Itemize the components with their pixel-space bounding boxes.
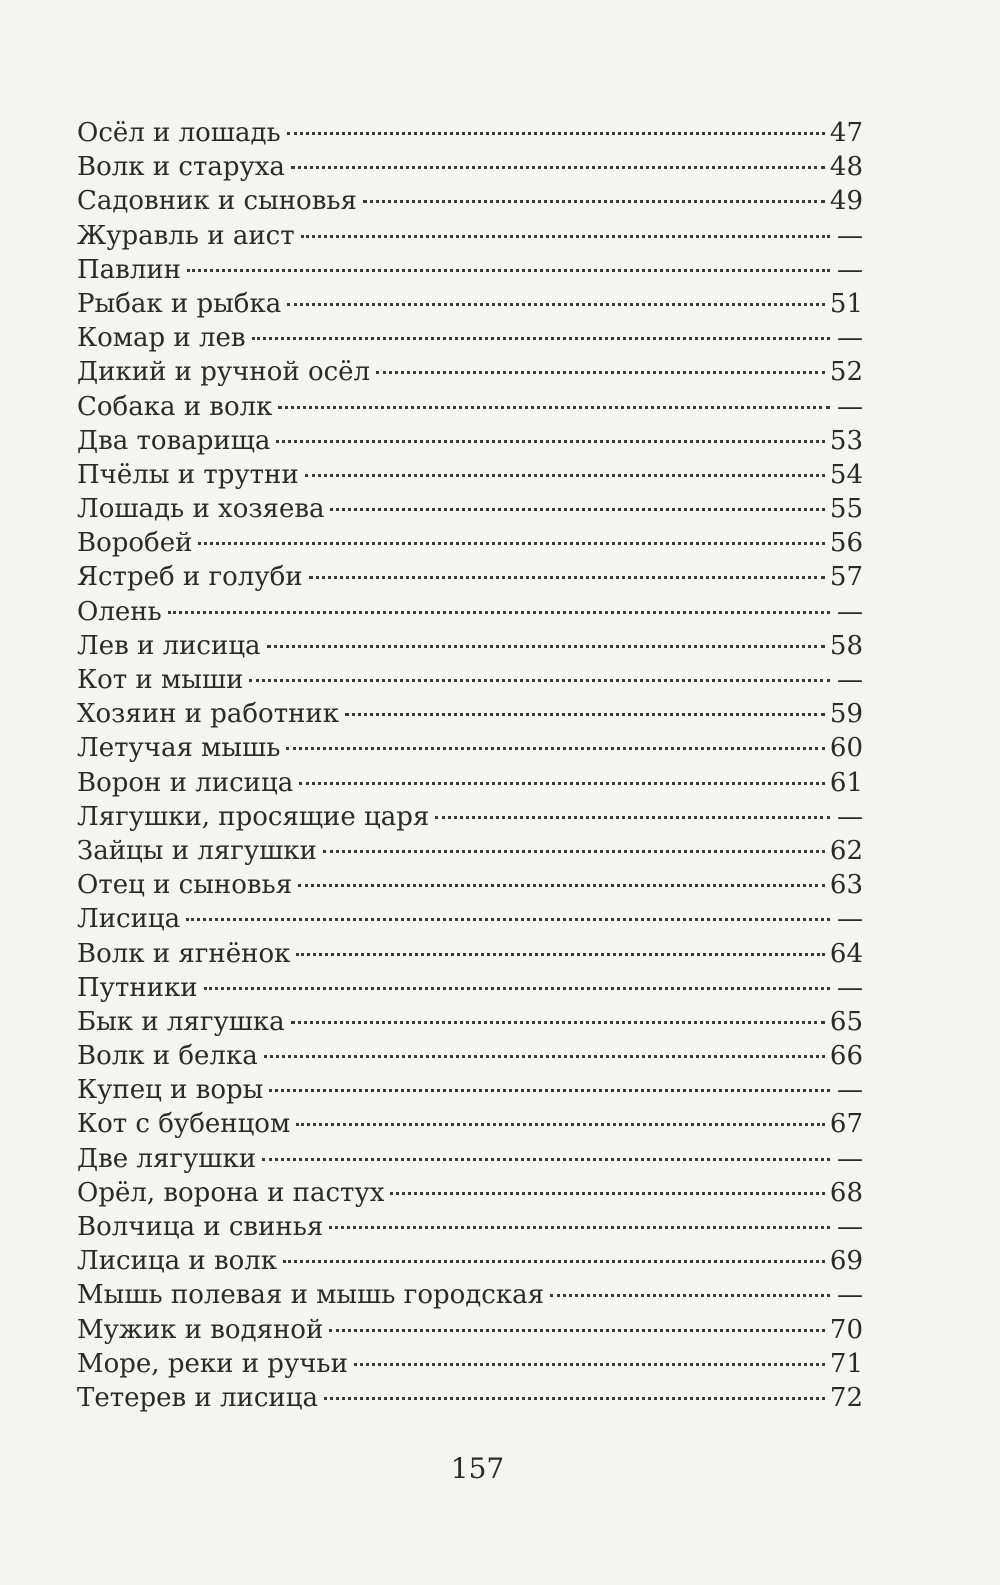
toc-entry bbox=[77, 629, 863, 663]
toc-entry-title: Садовник и сыновья bbox=[77, 186, 357, 217]
dot-leader bbox=[299, 782, 825, 785]
dot-leader bbox=[435, 816, 830, 819]
dot-leader bbox=[187, 269, 830, 272]
dot-leader bbox=[329, 1329, 825, 1332]
toc-entry-page: 54 bbox=[829, 459, 863, 490]
toc-entry-page: — bbox=[837, 323, 863, 354]
toc-entry-title: Воробей bbox=[77, 528, 193, 559]
toc-entry bbox=[77, 287, 863, 321]
toc-entry-page: 51 bbox=[829, 288, 863, 319]
toc-entry-title: Мышь полевая и мышь городская bbox=[77, 1280, 544, 1311]
dot-leader bbox=[376, 371, 825, 374]
toc-entry-title: Лев и лисица bbox=[77, 630, 261, 661]
toc-entry-title: Рыбак и рыбка bbox=[77, 288, 282, 319]
toc-entry-title: Отец и сыновья bbox=[77, 870, 293, 901]
dot-leader bbox=[287, 303, 825, 306]
toc-entry bbox=[77, 697, 863, 731]
toc-entry bbox=[77, 1142, 863, 1176]
toc-entry bbox=[77, 1381, 863, 1415]
toc-entry bbox=[77, 971, 863, 1005]
toc-entry-title: Волк и старуха bbox=[77, 152, 285, 183]
toc-entry bbox=[77, 937, 863, 971]
toc-entry-title: Орёл, ворона и пастух bbox=[77, 1177, 385, 1208]
toc-entry-page: — bbox=[837, 1143, 863, 1174]
toc-entry-page: — bbox=[837, 1280, 863, 1311]
toc-entry-page: 48 bbox=[829, 152, 863, 183]
dot-leader bbox=[296, 1123, 825, 1126]
toc-entry bbox=[77, 390, 863, 424]
toc-entry bbox=[77, 1005, 863, 1039]
toc-entry bbox=[77, 424, 863, 458]
toc-entry-title: Лягушки, просящие царя bbox=[77, 801, 430, 832]
toc-entry-title: Путники bbox=[77, 972, 198, 1003]
dot-leader bbox=[390, 1192, 825, 1195]
toc-entry-title: Два товарища bbox=[77, 425, 271, 456]
toc-entry bbox=[77, 834, 863, 868]
toc-entry-title: Лисица и волк bbox=[77, 1246, 278, 1277]
toc-entry-title: Павлин bbox=[77, 254, 181, 285]
toc-entry bbox=[77, 731, 863, 765]
dot-leader bbox=[296, 953, 825, 956]
toc-entry-page: 53 bbox=[829, 425, 863, 456]
toc-entry bbox=[77, 1313, 863, 1347]
dot-leader bbox=[287, 132, 825, 135]
toc-entry bbox=[77, 1107, 863, 1141]
toc-entry bbox=[77, 1176, 863, 1210]
dot-leader bbox=[354, 1363, 825, 1366]
dot-leader bbox=[330, 508, 824, 511]
toc-entry bbox=[77, 1244, 863, 1278]
toc-entry bbox=[77, 868, 863, 902]
toc-entry-page: 65 bbox=[829, 1006, 863, 1037]
toc-entry-page: 71 bbox=[829, 1348, 863, 1379]
dot-leader bbox=[305, 474, 825, 477]
toc-entry-title: Олень bbox=[77, 596, 162, 627]
toc-entry-title: Хозяин и работник bbox=[77, 699, 340, 730]
toc-entry-title: Волк и белка bbox=[77, 1041, 258, 1072]
toc-entry-title: Волк и ягнёнок bbox=[77, 938, 291, 969]
toc-entry bbox=[77, 321, 863, 355]
toc-entry-title: Журавль и аист bbox=[77, 220, 295, 251]
toc-entry-title: Лисица bbox=[77, 904, 181, 935]
toc-entry-page: 64 bbox=[829, 938, 863, 969]
toc-entry-title: Мужик и водяной bbox=[77, 1314, 324, 1345]
toc-entry-page: — bbox=[837, 1212, 863, 1242]
toc-entry-page: 49 bbox=[829, 186, 863, 217]
dot-leader bbox=[291, 1021, 825, 1024]
dot-leader bbox=[252, 337, 830, 340]
dot-leader bbox=[249, 679, 830, 682]
dot-leader bbox=[301, 235, 830, 238]
toc-entry-page: 72 bbox=[829, 1382, 863, 1413]
toc-entry-title: Пчёлы и трутни bbox=[77, 459, 299, 490]
toc-entry bbox=[77, 1039, 863, 1073]
toc-entry-page: 58 bbox=[829, 630, 863, 661]
toc-entry-page: 61 bbox=[829, 767, 863, 798]
toc-entry-title: Дикий и ручной осёл bbox=[77, 357, 371, 388]
toc-entry-title: Море, реки и ручьи bbox=[77, 1348, 348, 1379]
toc-entry bbox=[77, 526, 863, 560]
toc-entry-title: Собака и волк bbox=[77, 391, 273, 422]
toc-entry-page: — bbox=[837, 254, 863, 285]
toc-entry-title: Комар и лев bbox=[77, 323, 246, 354]
dot-leader bbox=[269, 1089, 830, 1092]
toc-entry-page: — bbox=[837, 665, 863, 695]
toc-entry bbox=[77, 1073, 863, 1107]
dot-leader bbox=[168, 611, 830, 614]
toc-entry-title: Тетерев и лисица bbox=[77, 1382, 318, 1413]
dot-leader bbox=[278, 406, 830, 409]
toc-entry bbox=[77, 800, 863, 834]
toc-entry-page: — bbox=[837, 904, 863, 935]
toc-entry bbox=[77, 458, 863, 492]
toc-entry bbox=[77, 116, 863, 150]
dot-leader bbox=[291, 166, 825, 169]
toc-entry bbox=[77, 150, 863, 184]
toc-entry-title: Волчица и свинья bbox=[77, 1212, 324, 1242]
dot-leader bbox=[276, 440, 825, 443]
dot-leader bbox=[298, 884, 825, 887]
toc-entry bbox=[77, 219, 863, 253]
dot-leader bbox=[345, 713, 825, 716]
toc-entry-page: — bbox=[837, 1075, 863, 1106]
toc-entry bbox=[77, 492, 863, 526]
toc-entry-title: Бык и лягушка bbox=[77, 1006, 285, 1037]
toc-entry-page: 66 bbox=[829, 1041, 863, 1072]
toc-entry-title: Летучая мышь bbox=[77, 733, 281, 764]
toc-entry-page: 68 bbox=[829, 1177, 863, 1208]
dot-leader bbox=[363, 200, 825, 203]
dot-leader bbox=[324, 1397, 825, 1400]
dot-leader bbox=[264, 1055, 825, 1058]
toc-entry-page: 56 bbox=[829, 528, 863, 559]
page-number: 157 bbox=[450, 1452, 505, 1485]
dot-leader bbox=[329, 1226, 830, 1229]
dot-leader bbox=[283, 1260, 825, 1263]
toc-entry bbox=[77, 1278, 863, 1312]
toc-entry bbox=[77, 595, 863, 629]
toc-entry-page: 70 bbox=[829, 1314, 863, 1345]
dot-leader bbox=[323, 850, 825, 853]
dot-leader bbox=[262, 1158, 830, 1161]
dot-leader bbox=[286, 747, 825, 750]
dot-leader bbox=[267, 645, 825, 648]
toc-entry bbox=[77, 560, 863, 594]
toc-entry-page: — bbox=[837, 391, 863, 422]
toc-entry bbox=[77, 253, 863, 287]
dot-leader bbox=[204, 987, 830, 990]
toc-entry bbox=[77, 355, 863, 389]
toc-entry bbox=[77, 663, 863, 697]
toc-entry-page: 59 bbox=[829, 699, 863, 730]
dot-leader bbox=[309, 576, 825, 579]
toc-entry-title: Две лягушки bbox=[77, 1143, 257, 1174]
toc-entry-page: 63 bbox=[829, 870, 863, 901]
toc-entry-page: — bbox=[837, 596, 863, 627]
toc-entry-title: Ворон и лисица bbox=[77, 767, 294, 798]
toc-entry-title: Осёл и лошадь bbox=[77, 118, 281, 148]
toc-entry-page: — bbox=[837, 972, 863, 1003]
toc-entry-title: Купец и воры bbox=[77, 1075, 264, 1106]
toc-entry-page: 62 bbox=[829, 835, 863, 866]
toc-entry-page: 55 bbox=[829, 494, 863, 525]
toc-entry-page: — bbox=[837, 801, 863, 832]
toc-entry-page: 69 bbox=[829, 1246, 863, 1277]
toc-entry-page: 67 bbox=[829, 1109, 863, 1140]
toc-entry-page: 47 bbox=[829, 118, 863, 148]
toc-entry bbox=[77, 1347, 863, 1381]
toc-entry-title: Кот с бубенцом bbox=[77, 1109, 291, 1140]
toc-entry-page: 60 bbox=[829, 733, 863, 764]
toc-entry-page: — bbox=[837, 220, 863, 251]
toc-entry-page: 57 bbox=[829, 562, 863, 593]
toc-entry bbox=[77, 902, 863, 936]
table-of-contents bbox=[77, 116, 863, 1415]
toc-entry-title: Зайцы и лягушки bbox=[77, 835, 317, 866]
toc-entry bbox=[77, 184, 863, 218]
toc-entry bbox=[77, 766, 863, 800]
toc-entry bbox=[77, 1210, 863, 1244]
toc-entry-title: Лошадь и хозяева bbox=[77, 494, 325, 525]
dot-leader bbox=[550, 1294, 830, 1297]
toc-entry-page: 52 bbox=[829, 357, 863, 388]
dot-leader bbox=[198, 542, 824, 545]
toc-entry-title: Кот и мыши bbox=[77, 665, 244, 695]
toc-entry-title: Ястреб и голуби bbox=[77, 562, 303, 593]
dot-leader bbox=[186, 918, 830, 921]
